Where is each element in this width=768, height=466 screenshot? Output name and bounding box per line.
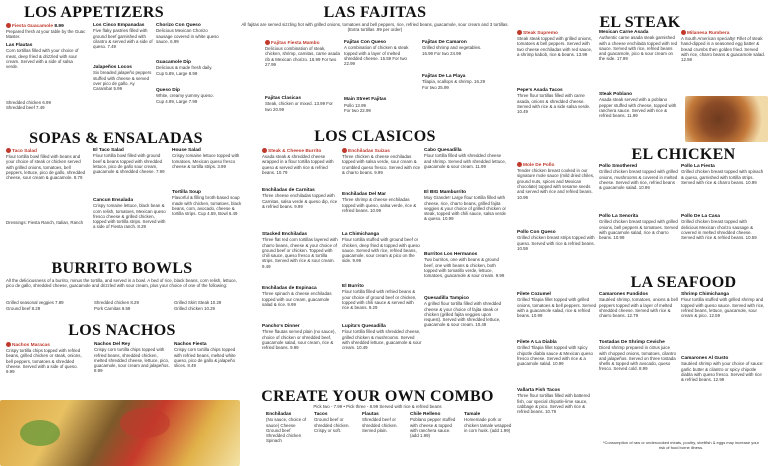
seafood-item: Filete Cozumel Grilled Tilapia fillet topped with grilled onions, tomatoes & bell peppers. Served with a guacamole salad, rice & refried beans. 10.99 — [517, 292, 597, 319]
seafood-item: Filete A La Diabla Grilled Tilapia fillet topped with spicy chipotle diabla sauce & Mexican queso fresco cheese. Served with rice & a guacamole salad. 10.99 — [517, 340, 593, 367]
combo-item: Flautas Shredded beef or shredded chicken. Served plain. — [362, 412, 398, 433]
app-item: Shredded chicken 6.99 Shredded beef 7.49 — [6, 100, 51, 111]
bowl-price: Pork Carnitas 9.59 — [94, 306, 131, 311]
chicken-item: Pollo Smothered Grilled chicken breast topped with grilled onions, mushrooms & covered in melted cheese. Served with rice, refried beans & guacamole salad. 10.99 — [599, 164, 678, 191]
sopas-item: Tortilla Soup Flavorful & filling broth-based soup made with chicken, tomatoes, black beans, corn, avocado, cheese & tortilla strips. Cup 4.59, Bowl 6.49 — [172, 190, 242, 217]
sopas-item: Taco Salad Flour tortilla bowl filled with beans and your choice of steak or chicken served with grilled onions, tomatoes, bell peppers, lettuce, pico de gallo, shredded cheese, sour cream & guacamole. 8.79 — [6, 148, 86, 181]
fajitas-item: Main Street Fajitas Pollo 13.99 For two 22.99 — [344, 97, 387, 113]
seafood-item: Camarones Fundidos Sautéed shrimp, tomatoes, onions & bell peppers topped with a layer of melted shredded cheese. Served with rice & charro beans. 12.79 — [599, 292, 678, 319]
nachos-item: Nachos Fiesta Crispy corn tortilla chips topped with refried beans, melted white queso, pico de gallo & jalapeño slices. 8.49 — [174, 342, 236, 369]
chicken-title: EL CHICKEN — [631, 146, 736, 163]
clasicos-item: Enchiladas de Carnitas Three cheese enchiladas topped with Carnitas, salsa verde & queso dip, rice & refried beans. 9.99 — [262, 188, 338, 209]
clasicos-item: Steak & Cheese Burrito Asada steak & shredded cheese wrapped in a flour tortilla topped with queso & served with rice & refried beans. 10.79 — [262, 148, 334, 175]
steak-title: EL STEAK — [599, 14, 681, 31]
steak-item: Steak Supremo Steak steak topped with grilled onions, tomatoes & bell peppers. Served with two cheese enchiladas with red sauce, a shrimp kabob, rice & beans. 13.99 — [517, 30, 593, 57]
app-item: Las Flautas Corn tortillas filled with your choice of meat, deep fried & drizzled with sour cream. Served with a side of salsa verde. — [6, 43, 79, 70]
pollo-con-queso: Pollo Con Queso Grilled chicken breast strips topped with queso. Served with rice & refried beans. 10.59 — [517, 230, 595, 251]
bowl-price: Grilled seasonal veggies 7.89 — [6, 300, 64, 305]
fajitas-desc: All fajitas are served sizzling hot with grilled onions, tomatoes and bell peppers, rice, refried beans, guacamole, sour cream and 3 tortillas. (Extra tortillas .99 per order) — [241, 22, 509, 33]
clasicos-item: Stacked Enchiladas Three flat red corn tortillas layered with charro beans, cheese & your choice of ground beef or chicken. Topped with chili sauce, queso fresco & tortilla strips. Served with rice & sour cream. 9.49 — [262, 232, 338, 269]
sopas-item: El Taco Salad Flour tortilla bowl filled with ground beef & beans topped with shredded lettuce, pico de gallo sour cream, guacamole & shredded cheese. 7.99 — [93, 148, 165, 175]
bowl-price: Grilled chicken 10.29 — [174, 306, 216, 311]
chicken-item: Pollo De La Casa Grilled chicken breast topped with delicious Mexican chorizo sausage & covered in melted shredded cheese. Served with rice & refried beans. 10.59 — [681, 214, 757, 241]
clasicos-item: Pancho's Dinner Three flautas served plain (no sauce), choice of chicken or shredded beef, guacamole salad, sour cream, rice & refried beans. 9.99 — [262, 324, 336, 351]
clasicos-item: Burritos Los Hermanos Two burritos, one with beans & ground beef, one with beans & chicken, both topped with tomatillo verde, lettuce, tomatoes, guacamole & sour cream. 9.99 — [424, 252, 505, 279]
sopas-item: Cancun Ensalada Crispy romaine lettuce, black bean & corn relish, tomatoes, Mexican queso fresco cheese & grilled chicken, topped with tortilla strips. Served with a side of Fiesta ranch. 8.29 — [93, 198, 166, 230]
fiesta-guacamole: Fiesta Guacamole 8.99 Prepared fresh at your table by the Guac Master. — [6, 23, 86, 40]
clasicos-item: Cabo Quesadilla Flour tortilla filled with shredded cheese and shrimp. Served with shredded lettuce, guacamole & sour cream. 11.99 — [424, 148, 507, 169]
house-specialty-icon — [681, 30, 686, 35]
house-specialty-icon — [6, 342, 11, 347]
footnote: *Consumption of raw or undercooked meats, poultry, shellfish & eggs may increase your risk of food borne illness. — [602, 440, 759, 451]
fajitas-item: Fajitas Fiesta Mambo Delicious combination of steak, chicken, shrimp, carnitas, carne asada rib & Mexican chorizo. 16.99 For two 27.99 — [265, 40, 340, 67]
clasicos-title: LOS CLASICOS — [314, 128, 436, 145]
clasicos-item: Enchiladas Del Mar Three shrimp & cheese enchiladas topped with queso, salsa verde, rice & refried beans. 10.99 — [342, 192, 417, 213]
clasicos-item: Quesadilla Tampico A grilled flour tortilla filled with shredded cheese & your choice of fajita steak or chicken (grilled fajita veggies upon request). Served with shredded lettuce, guacamole & sour cream. 10.49 — [424, 296, 502, 328]
steak-item: Milanesa Rumbera A South American specialty! Fillet of steak hand-dipped in a seasoned egg batter & bread crumbs then golden fried. Served with rice, charro beans & guacamole salad. 12.59 — [681, 30, 765, 63]
house-specialty-icon — [262, 148, 267, 153]
combo-title: CREATE YOUR OWN COMBO — [261, 388, 494, 405]
house-specialty-icon — [517, 30, 522, 35]
house-specialty-icon — [6, 148, 11, 153]
fajitas-title: LAS FAJITAS — [323, 4, 427, 21]
nachos-title: LOS NACHOS — [68, 322, 176, 339]
steak-item: Mexican Carne Asada Authentic carne asada steak garnished with a cheese enchilada topped with red sauce. Served with rice, refried beans and guacamole, pico & sour cream on the side. 17.99 — [599, 30, 678, 62]
fajitas-item: Fajitas Clasicas Steak, chicken or mixed. 13.99 For two 20.99 — [265, 96, 333, 112]
steak-photo — [685, 96, 768, 142]
sopas-item: Dressings: Fiesta Ranch, Italian, Ranch — [6, 220, 84, 225]
clasicos-item: El Burrito Flour tortilla filled with refried beans & your choice of ground beef or chicken, topped with chili sauce & served with rice & beans. 9.29 — [342, 284, 417, 311]
house-specialty-icon — [265, 40, 270, 45]
sopas-item: House Salad Crispy romaine lettuce topped with tomatoes, Mexican queso fresco cheese & tortilla strips. 3.99 — [172, 148, 240, 169]
seafood-item: Camarones Al Gusto Sautéed shrimp with your choice of sauce: garlic butter & cilantro or spicy chipotle diabla with queso fresco. Served with rice & refried beans. 12.99 — [681, 356, 764, 383]
mole-de-pollo: Mole De Pollo Tender chicken breast cooked in our signature mole sauce (mild dried chiles, ground nuts, spices and Mexican chocolate) topped with sesame seeds and served with rice and refried beans. 10.99 — [517, 162, 595, 200]
app-item: Guacamole Dip Delicious & made fresh daily. Cup 5.89, Large 8.99 — [156, 60, 213, 76]
app-item: Chorizo Con Queso Delicious Mexican Chorizo sausage covered in white queso sauce. 6.99 — [156, 23, 219, 44]
chicken-item: Pollo La Fiesta Grilled chicken breast topped with spinach & queso, garnished with tortilla strips. Served with rice & charro beans. 10.99 — [681, 164, 764, 185]
seafood-item: Vallarta Fish Tacos Three flour tortillas filled with battered fish, our special chipotle-lime sauce, cabbage & pico. Served with rice & refried beans. 10.79 — [517, 388, 590, 415]
chicken-item: Pollo La Senorita Grilled chicken breast topped with grilled onions, bell peppers & tomatoes. Served with guacamole salad, rice & charro beans. 10.99 — [599, 214, 679, 241]
fiesta-guacamole-name: Fiesta Guacamole — [12, 23, 54, 29]
combo-item: Tamale Homemade pork or chicken tamale wrapped in corn husk. (add 1.99) — [464, 412, 512, 433]
bowl-price: Grilled Skirt Steak 10.29 — [174, 300, 222, 305]
combo-item: Chile Relleno Poblano pepper stuffed with cheese & topped with ranchera sauce. (add 1.99) — [410, 412, 456, 439]
bowl-price: Ground beef 8.29 — [6, 306, 41, 311]
clasicos-item: Lupita's Quesadilla Flour tortilla filled with shredded cheese, grilled chicken & mushrooms. Served with shredded lettuce, guacamole & sour cream. 10.49 — [342, 324, 422, 351]
app-item: Jalapeños Locos Six breaded jalapeño peppers stuffed with cheese & served over pico de gallo. Ay Caramba! 5.99 — [93, 65, 152, 92]
clasicos-item: Enchiladas Suizas Three chicken & cheese enchiladas topped with salsa verde, sour cream & crumbled queso fresco. Served with rice & charro beans. 9.99 — [342, 148, 421, 175]
seafood-title: LA SEAFOOD — [630, 274, 737, 291]
appetizers-title: LOS APPETIZERS — [24, 4, 164, 21]
fiesta-guacamole-desc: Prepared fresh at your table by the Guac Master. — [6, 29, 86, 40]
sopas-title: SOPAS & ENSALADAS — [29, 130, 203, 147]
clasicos-item: Enchiladas de Espinaca Three spinach & cheese enchiladas topped with our cream, guacamole salad & rice. 9.99 — [262, 286, 332, 307]
fajitas-item: Fajitas De La Playa Tilapia, scallops & shrimp. 16.29 For two 25.99 — [422, 74, 486, 90]
nachos-item: Nachos Del Rey Crispy corn tortilla chips topped with refried beans, shredded chicken, melted shredded cheese, lettuce, pico, guacamole, sour cream and jalapeños. 8.99 — [94, 342, 170, 374]
house-specialty-icon — [6, 23, 11, 28]
burrito-bowls-title: BURRITO BOWLS — [51, 260, 193, 277]
burrito-bowls-desc: All the deliciousness of a burrito, minus the tortilla, and served in a bowl. A bed of rice, black beans, corn relish, lettuce, pico de gallo, shredded cheese, guacamole and drizzled with sour cream, plus your choice of one of the following: — [6, 278, 237, 289]
steak-item: Pepe's Asada Tacos Three flour tortillas filled with carne asada, onions & shredded cheese. Served with rice & a side salsa verde. 10.49 — [517, 88, 591, 115]
nachos-photo — [0, 400, 240, 466]
nachos-item: Nachos Maracas Crispy tortilla chips topped with refried beans, grilled chicken or steak, onions, bell peppers, tomatoes & shredded cheese. Served with a side of queso. 9.99 — [6, 342, 82, 375]
clasicos-item: La Chimichanga Flour tortilla stuffed with ground beef or chicken, deep fried & topped with queso sauce. Served with rice, refried beans, guacamole, sour cream & pico on the side. 9.99 — [342, 232, 420, 264]
fajitas-item: Fajitas De Camaron Grilled shrimp and vegetables. 16.99 For two 24.99 — [422, 40, 482, 56]
app-item: Queso Dip White, creamy yummy queso. Cup 4.99, Large 7.99 — [156, 88, 214, 104]
bowl-price: Shredded chicken 8.29 — [94, 300, 139, 305]
seafood-item: Tostadas De Shrimp Ceviche Diced shrimp prepared in citrus juice with chopped onions, tomatoes, cilantro and jalapeños. Served on three tostada shells & topped with avocado, queso fresco. Served cold. 8.99 — [599, 340, 677, 372]
combo-item: Tacos Ground beef or shredded chicken. Crispy or soft. — [314, 412, 350, 433]
house-specialty-icon — [517, 162, 522, 167]
house-specialty-icon — [342, 148, 347, 153]
combo-desc: Pick two - 7.99 • Pick three - 8.99 Served with rice & refried beans — [313, 404, 442, 409]
clasicos-item: El BIG Mamburrito Muy Grande!! Large flour tortilla filled with cheese, rice, charro beans, grilled fajita veggies & your choice of grilled chicken or steak, topped with chili sauce, salsa verde & queso. 10.99 — [424, 190, 507, 222]
steak-item: Steak Poblano Asada steak served with a poblano pepper stuffed with cheese, topped with ranchera sauce. Served with rice & refried beans. 11.99 — [599, 92, 677, 119]
fajitas-item: Fajitas Con Queso A combination of chicken & steak topped with a layer of melted shredded cheese. 15.59 For two 22.99 — [344, 40, 409, 67]
combo-item: Enchiladas (No sauce, choice of sauce) Cheese Ground beef Shredded chicken Spinach — [266, 412, 307, 444]
seafood-item: Shrimp Chimichanga Flour tortilla stuffed with grilled shrimp and topped with queso sauce. Served with rice, refried beans, lettuce, guacamole, sour cream & pico. 12.59 — [681, 292, 765, 319]
app-item: Los Cinco Empanadas Five flaky pastries filled with ground beef garnished with cilantro & served with a side of queso. 7.49 — [93, 23, 153, 50]
